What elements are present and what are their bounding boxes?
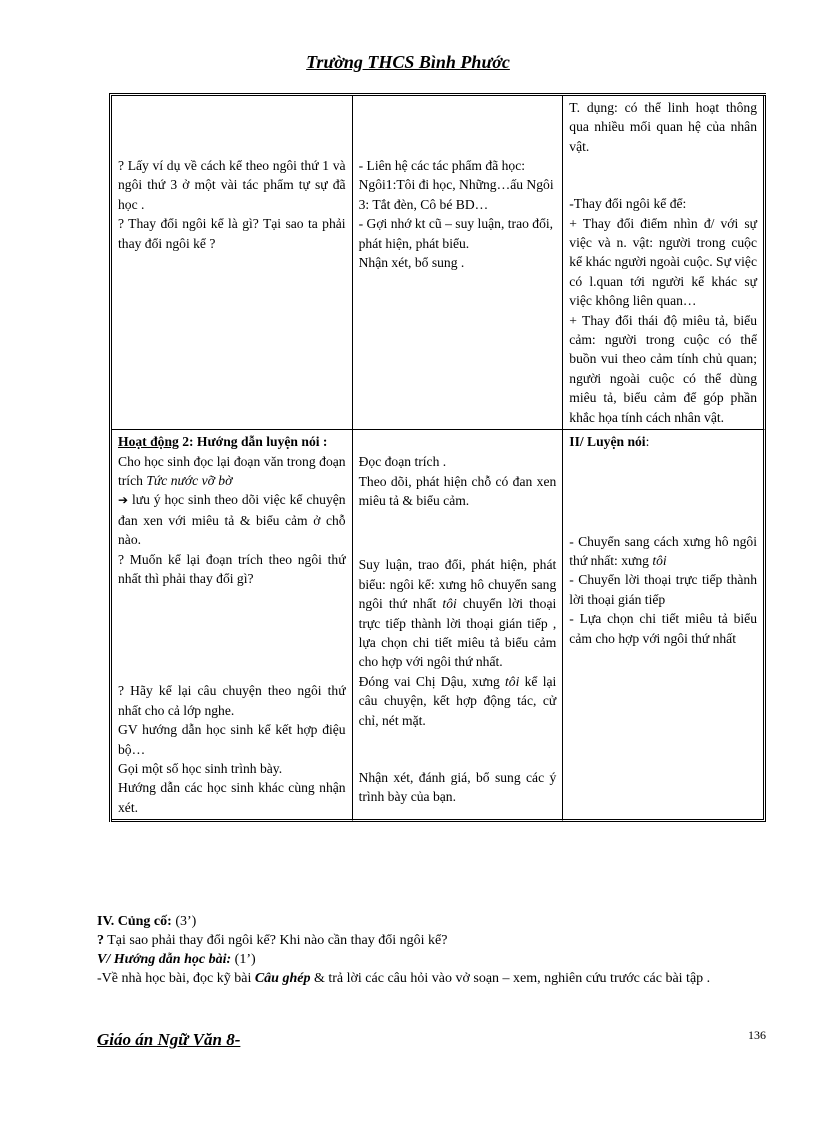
- lesson-table: [109, 93, 766, 822]
- school-name: Trường THCS Bình Phước: [306, 52, 510, 72]
- student-read: Đọc đoạn trích .: [358, 454, 447, 470]
- activity-heading-rest: 2: Hướng dẫn luyện nói :: [178, 434, 328, 450]
- arrow-right-icon: ➔: [118, 493, 129, 508]
- student-review: Nhận xét, đánh giá, bổ sung các ý trình bày của bạn.: [358, 769, 557, 805]
- question-example: ? Lấy ví dụ về cách kể theo ngôi thứ 1 và ngôi thứ 3 ở một vài tác phẩm tự sự đã học .: [118, 158, 346, 212]
- speaking-point-2: - Chuyển lời thoại trực tiếp thành lời thoại gián tiếp: [569, 572, 757, 607]
- student-answer-2: - Gợi nhớ kt cũ – suy luận, trao đổi, phát hiện, phát biểu.: [358, 216, 554, 251]
- student-observe: Theo dõi, phát hiện chỗ có đan xen miêu tả & biểu cảm.: [358, 473, 557, 508]
- school-header: [0, 52, 816, 73]
- pronoun-toi: tôi: [505, 673, 520, 689]
- instruction-read-note: lưu ý học sinh theo dõi việc kể chuyện đan xen với miêu tả & biểu cảm ở chỗ nào.: [118, 492, 346, 548]
- student-roleplay-text: Đóng vai Chị Dậu, xưng: [358, 673, 506, 689]
- instruction-read: [118, 452, 346, 550]
- content-cell: [563, 96, 766, 430]
- consolidation-heading: [97, 912, 769, 931]
- homework-heading: [97, 950, 769, 969]
- student-discuss: [359, 555, 557, 671]
- student-activity-cell: [353, 430, 564, 822]
- homework-text: [97, 969, 769, 988]
- speaking-heading: [569, 432, 757, 451]
- activity-heading: [118, 432, 346, 451]
- student-activity-cell: [353, 96, 564, 430]
- question-retell: ? Hãy kể lại câu chuyện theo ngôi thứ nhất cho cả lớp nghe.: [118, 683, 346, 718]
- content-point-2: + Thay đổi thái độ miêu tả, biểu cảm: người trong cuộc có thể buồn vui theo cảm tính chủ quan; người ngoài cuộc có thể dùng miêu tả, biểu cảm để góp phần khắc họa tính cách nhân vật.: [569, 312, 757, 425]
- speaking-point-1: [569, 532, 757, 571]
- student-answer-1: - Liên hệ các tác phẩm đã học: Ngôi1:Tôi đi học, Những…ấu Ngôi 3: Tắt đèn, Cô bé BD…: [358, 158, 554, 212]
- guide-review: Hướng dẫn các học sinh khác cùng nhận xét.: [118, 780, 346, 815]
- speaking-heading-colon: :: [645, 434, 650, 450]
- consolidation-label: IV. Củng cố:: [97, 914, 172, 929]
- homework-time: (1’): [231, 952, 256, 967]
- student-roleplay: [359, 672, 557, 730]
- table-row: [112, 96, 766, 430]
- table-row: [112, 430, 766, 822]
- pronoun-toi: tôi: [652, 552, 667, 568]
- speaking-point-1-text: - Chuyển sang cách xưng hô ngôi thứ nhất: xưng: [569, 533, 757, 568]
- pronoun-toi: tôi: [442, 596, 457, 612]
- footer-title: Giáo án Ngữ Văn 8-: [97, 1030, 241, 1049]
- guide-gesture: GV hướng dẫn học sinh kể kết hợp điệu bộ…: [118, 722, 346, 757]
- teacher-activity-cell: [112, 430, 353, 822]
- speaking-point-3: - Lựa chọn chi tiết miêu tả biểu cảm cho hợp với ngôi thứ nhất: [569, 611, 757, 646]
- student-discuss-rest: chuyển lời thoại trực tiếp thành lời thoại gián tiếp , lựa chọn chi tiết miêu tả biểu cảm cho hợp với ngôi thứ nhất.: [358, 596, 557, 670]
- consolidation-time: (3’): [171, 914, 197, 929]
- content-point-1: + Thay đổi điểm nhìn đ/ với sự việc và n. vật: người trong cuộc kể khác người ngoài cuộc. Sự việc có l.quan tới người kể khác sự việc không liên quan…: [569, 215, 757, 309]
- homework-label: V/ Hướng dẫn học bài:: [97, 952, 232, 967]
- story-title: Tức nước vỡ bờ: [146, 472, 233, 488]
- question-mark: ?: [97, 933, 104, 948]
- lesson-wrapup: [97, 912, 769, 988]
- teacher-activity-cell: [112, 96, 353, 430]
- consolidation-question-text: Tại sao phải thay đổi ngôi kể? Khi nào cần thay đổi ngôi kể?: [104, 933, 448, 948]
- question-change-narrator: ? Thay đổi ngôi kể là gì? Tại sao ta phải thay đổi ngôi kể ?: [118, 216, 346, 251]
- consolidation-question: [97, 931, 769, 950]
- content-effect: T. dụng: có thể linh hoạt thông qua nhiều mối quan hệ của nhân vật.: [569, 100, 757, 154]
- activity-heading-underlined: Hoạt động: [118, 434, 179, 450]
- page-number: 136: [748, 1028, 766, 1042]
- student-answer-3: Nhận xét, bổ sung .: [358, 255, 465, 271]
- speaking-heading-text: II/ Luyện nói: [569, 434, 646, 450]
- question-first-person: ? Muốn kể lại đoạn trích theo ngôi thứ nhất thì phải thay đổi gì?: [118, 551, 346, 586]
- homework-text-before: -Về nhà học bài, đọc kỹ bài: [97, 971, 255, 986]
- content-purpose: -Thay đổi ngôi kể để:: [569, 196, 687, 212]
- content-cell: [563, 430, 766, 822]
- instruction-read-text: Cho học sinh đọc lại đoạn văn trong đoạn trích: [118, 453, 346, 488]
- guide-present: Gọi một số học sinh trình bày.: [118, 760, 283, 776]
- homework-text-after: & trả lời các câu hỏi vào vở soạn – xem, nghiên cứu trước các bài tập .: [310, 971, 711, 986]
- student-roleplay-rest: kể lại câu chuyện, kết hợp động tác, cử chỉ, nét mặt.: [358, 673, 557, 728]
- homework-lesson-title: Câu ghép: [254, 971, 311, 986]
- student-discuss-text: Suy luận, trao đổi, phát hiện, phát biểu: ngôi kể: xưng hô chuyển sang ngôi thứ nhất: [358, 557, 557, 612]
